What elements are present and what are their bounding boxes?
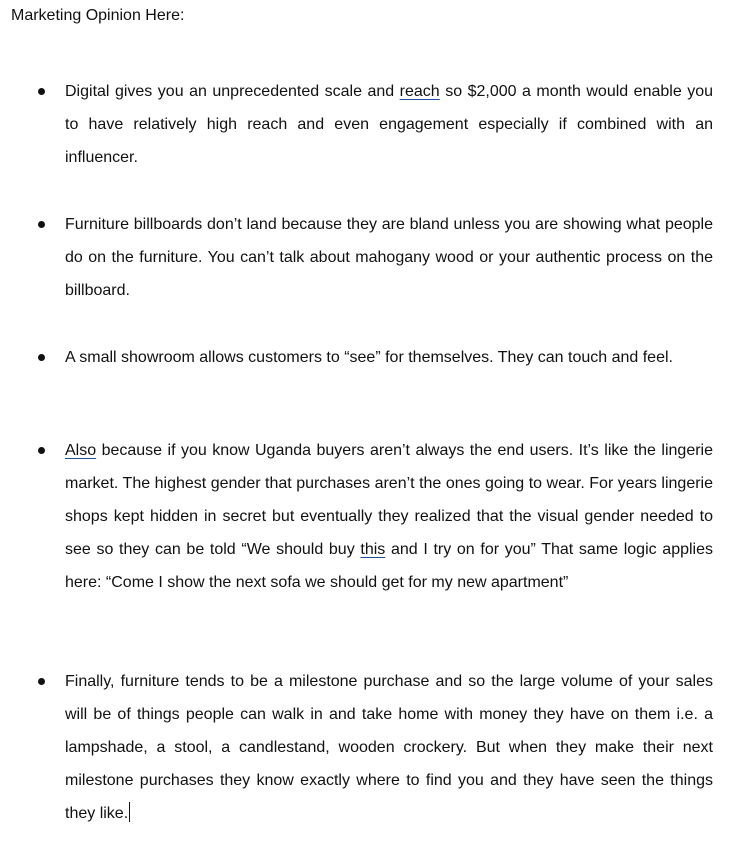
bullet-text[interactable]: Also because if you know Uganda buyers aren’t always the end users. It’s like the lingerie market. The highest gender that purchases aren’t the ones going to wear. For years lingerie shops kept hidden in secret but eventually they realized that the visual gender needed to see so they can be told “We should buy this and I try on for you” That same logic applies here: “Come I show the next sofa we should get for my new apartment” bbox=[65, 442, 714, 591]
bullet-dot-icon bbox=[38, 447, 45, 454]
document-heading: Marketing Opinion Here: bbox=[11, 7, 185, 24]
bullet-dot-icon bbox=[38, 221, 45, 228]
bullet-dot-icon bbox=[38, 88, 45, 95]
bullet-text[interactable]: Digital gives you an unprecedented scale and reach so $2,000 a month would enable you to have relatively high reach and even engagement especially if combined with an influencer. bbox=[65, 83, 714, 166]
bullet-text[interactable]: Finally, furniture tends to be a milestone purchase and so the large volume of your sales will be of things people can walk in and take home with money they have on them i.e. a lampshade, a stool, a candlestand, wooden crockery. But when they make their next milestone purchases they know exactly where to find you and they have seen the things they like. bbox=[65, 673, 713, 822]
bullet-dot-icon bbox=[38, 678, 45, 685]
text-cursor bbox=[129, 802, 130, 822]
bullet-text[interactable]: A small showroom allows customers to “see” for themselves. They can touch and feel. bbox=[65, 349, 673, 366]
hyperlink-also[interactable]: Also bbox=[65, 442, 97, 459]
hyperlink-reach[interactable]: reach bbox=[399, 83, 440, 100]
bullet-dot-icon bbox=[38, 354, 45, 361]
bullet-text[interactable]: Furniture billboards don’t land because they are bland unless you are showing what people do on the furniture. You can’t talk about mahogany wood or your authentic process on the billboard. bbox=[65, 216, 713, 299]
hyperlink-this[interactable]: this bbox=[360, 541, 386, 558]
